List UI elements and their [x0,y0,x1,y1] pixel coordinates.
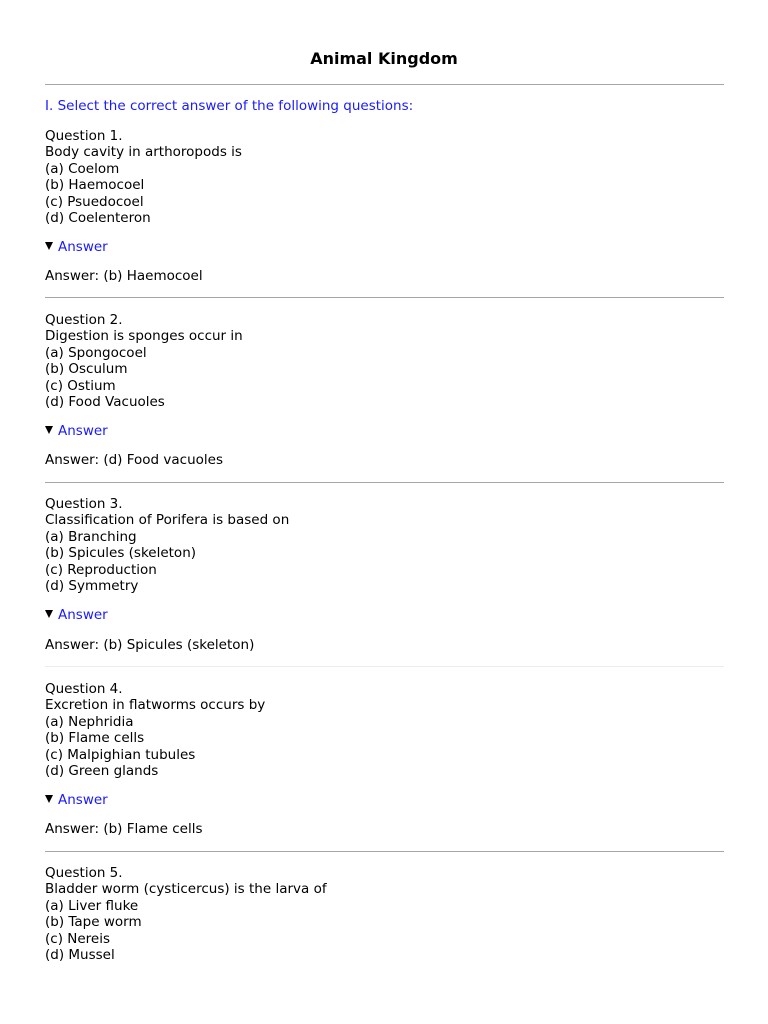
answer-text: Answer: (b) Flame cells [45,821,203,837]
option-c: (c) Psuedocoel [45,193,144,210]
option-d: (d) Mussel [45,947,115,964]
option-a: (a) Spongocoel [45,344,147,361]
question-text: Excretion in flatworms occurs by [45,697,266,714]
option-b: (b) Osculum [45,361,128,378]
answer-text: Answer: (d) Food vacuoles [45,452,223,468]
option-b: (b) Flame cells [45,730,145,747]
triangle-down-icon [45,242,53,250]
answer-toggle-label: Answer [58,423,108,439]
option-c: (c) Reproduction [45,561,157,578]
option-a: (a) Coelom [45,160,120,177]
question-text: Digestion is sponges occur in [45,328,243,345]
option-c: (c) Malpighian tubules [45,746,196,763]
answer-toggle-label: Answer [58,792,108,808]
answer-toggle[interactable] [45,607,108,623]
divider [45,297,724,298]
option-d: (d) Coelenteron [45,210,151,227]
question-text: Bladder worm (cysticercus) is the larva of [45,881,327,898]
answer-toggle[interactable] [45,792,108,808]
triangle-down-icon [45,610,53,618]
question-block [45,865,724,963]
answer-toggle-label: Answer [58,239,108,255]
option-d: (d) Symmetry [45,578,139,595]
question-block [45,128,724,284]
answer-toggle[interactable] [45,423,108,439]
option-b: (b) Haemocoel [45,177,145,194]
section-instruction: I. Select the correct answer of the following questions: [45,98,414,114]
triangle-down-icon [45,795,53,803]
option-b: (b) Tape worm [45,914,142,931]
question-text: Classification of Porifera is based on [45,512,290,529]
answer-toggle-label: Answer [58,607,108,623]
option-c: (c) Nereis [45,930,110,947]
option-a: (a) Nephridia [45,713,134,730]
option-b: (b) Spicules (skeleton) [45,545,197,562]
question-block [45,312,724,468]
option-a: (a) Branching [45,528,137,545]
triangle-down-icon [45,426,53,434]
question-number: Question 1. [45,128,123,144]
option-d: (d) Green glands [45,763,159,780]
question-number: Question 2. [45,312,123,328]
option-a: (a) Liver fluke [45,897,139,914]
option-d: (d) Food Vacuoles [45,394,165,411]
divider [45,666,724,667]
question-number: Question 3. [45,496,123,512]
question-block [45,496,724,653]
question-number: Question 5. [45,865,123,881]
question-text: Body cavity in arthoropods is [45,144,242,161]
answer-toggle[interactable] [45,239,108,255]
answer-text: Answer: (b) Spicules (skeleton) [45,637,255,653]
divider [45,851,724,852]
divider [45,482,724,483]
question-number: Question 4. [45,681,123,697]
answer-text: Answer: (b) Haemocoel [45,268,203,284]
page-title: Animal Kingdom [310,49,458,68]
question-block [45,681,724,837]
divider [45,84,724,85]
option-c: (c) Ostium [45,377,116,394]
